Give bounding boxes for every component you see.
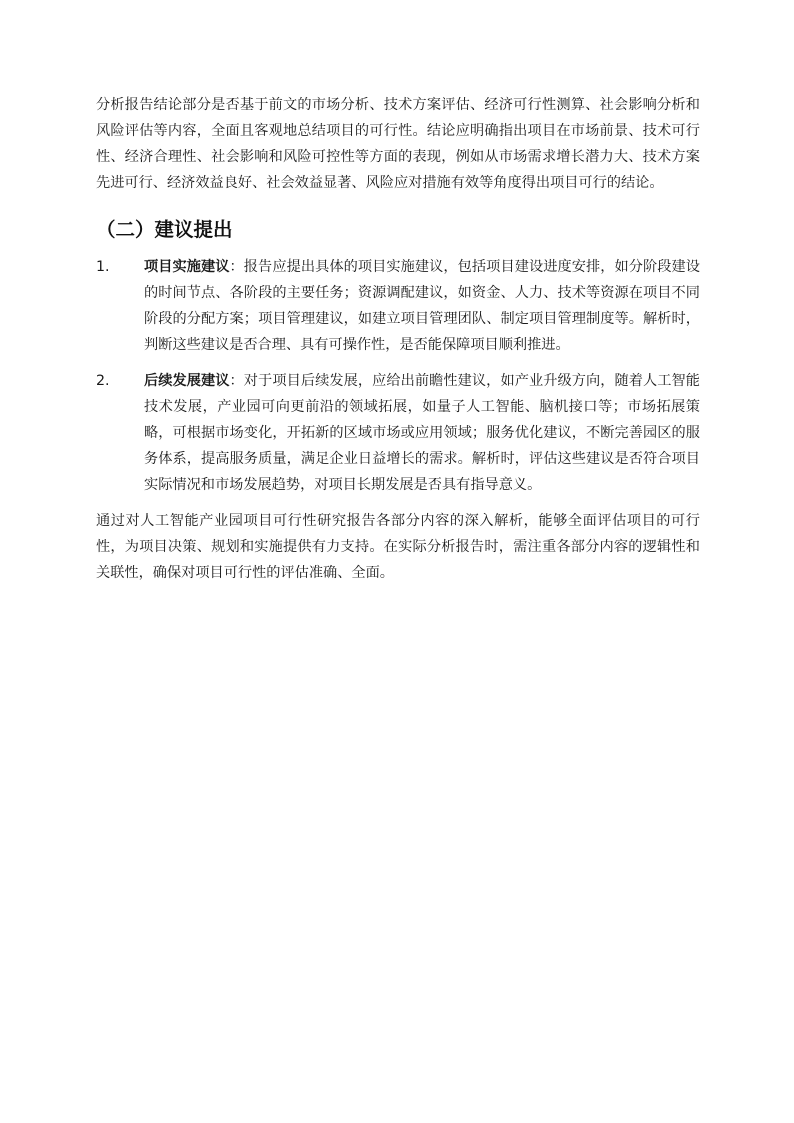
document-page: [96, 92, 700, 586]
list-item-body: [144, 254, 700, 358]
list-item-text: ：对于项目后续发展，应给出前瞻性建议，如产业升级方向，随着人工智能技术发展，产业园可向更前沿的领域拓展，如量子人工智能、脑机接口等；市场拓展策略，可根据市场变化，开拓新的区域市场或应用领域；服务优化建议，不断完善园区的服务体系，提高服务质量，满足企业日益增长的需求。解析时，评估这些建议是否符合项目实际情况和市场发展趋势，对项目长期发展是否具有指导意义。: [144, 373, 700, 493]
list-item-number: 1.: [96, 259, 110, 275]
list-item-number: 2.: [96, 373, 110, 389]
list-item: [96, 254, 700, 358]
list-item-text: ：报告应提出具体的项目实施建议，包括项目建设进度安排，如分阶段建设的时间节点、各阶段的主要任务；资源调配建议，如资金、人力、技术等资源在项目不同阶段的分配方案；项目管理建议，如建立项目管理团队、制定项目管理制度等。解析时，判断这些建议是否合理、具有可操作性，是否能保障项目顺利推进。: [144, 259, 700, 353]
intro-paragraph: 分析报告结论部分是否基于前文的市场分析、技术方案评估、经济可行性测算、社会影响分析和风险评估等内容，全面且客观地总结项目的可行性。结论应明确指出项目在市场前景、技术可行性、经济合理性、社会影响和风险可控性等方面的表现，例如从市场需求增长潜力大、技术方案先进可行、经济效益良好、社会效益显著、风险应对措施有效等角度得出项目可行的结论。: [96, 97, 700, 191]
list-item-term: 项目实施建议: [144, 259, 230, 275]
closing-paragraph: 通过对人工智能产业园项目可行性研究报告各部分内容的深入解析，能够全面评估项目的可行性，为项目决策、规划和实施提供有力支持。在实际分析报告时，需注重各部分内容的逻辑性和关联性，确保对项目可行性的评估准确、全面。: [96, 513, 700, 581]
list-item-body: [144, 368, 700, 498]
list-item: [96, 368, 700, 498]
list-item-term: 后续发展建议: [144, 373, 230, 389]
section-heading: （二）建议提出: [96, 218, 233, 241]
recommendation-list: [96, 254, 700, 498]
